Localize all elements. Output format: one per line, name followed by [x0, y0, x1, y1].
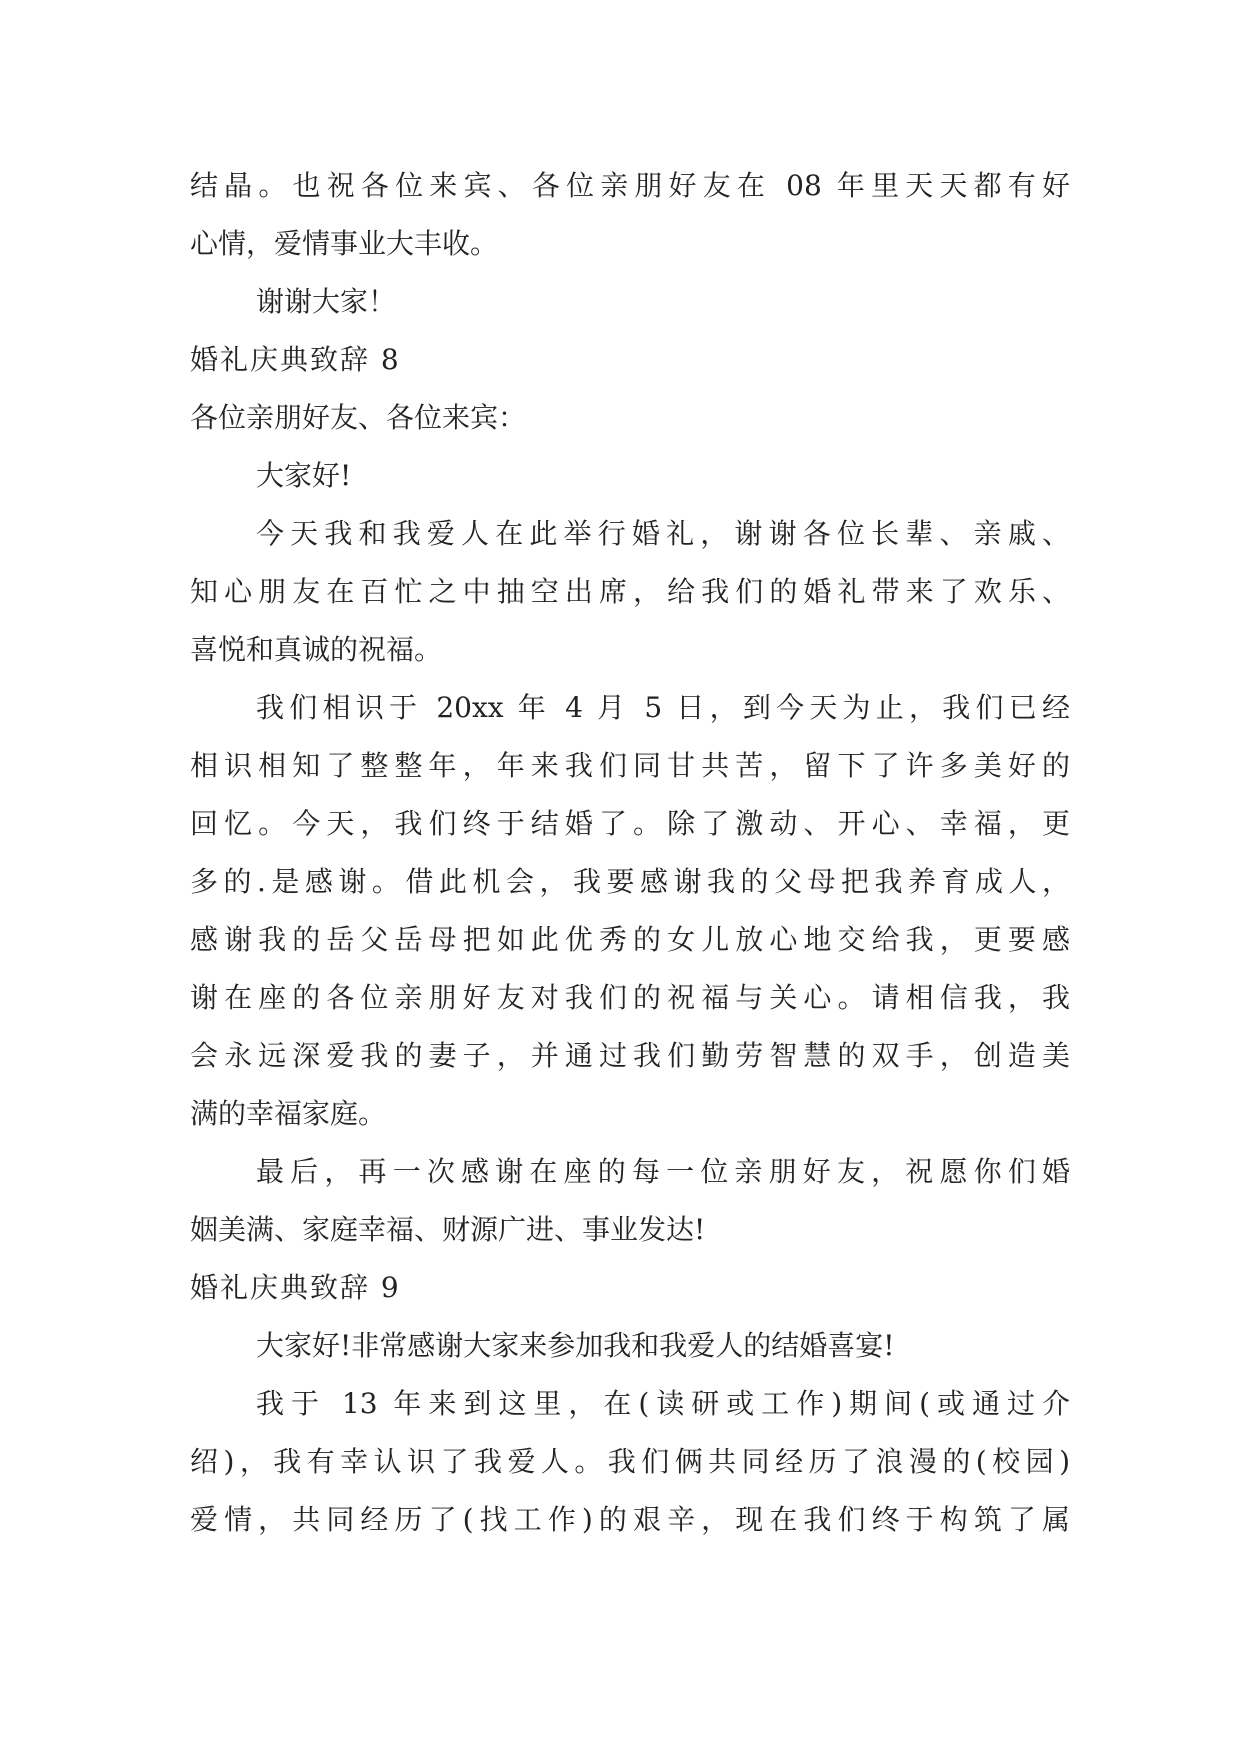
text-line: 姻美满、家庭幸福、财源广进、事业发达!: [190, 1213, 706, 1246]
text-line: 大家好!非常感谢大家来参加我和我爱人的结婚喜宴!: [256, 1329, 895, 1362]
text-line: 知心朋友在百忙之中抽空出席，给我们的婚礼带来了欢乐、: [190, 575, 1070, 608]
text-line: 喜悦和真诚的祝福。: [190, 633, 443, 666]
section-heading: 婚礼庆典致辞 8: [190, 343, 401, 376]
text-line: 结晶。也祝各位来宾、各位亲朋好友在 08 年里天天都有好: [190, 169, 1070, 202]
text-line: 绍)，我有幸认识了我爱人。我们俩共同经历了浪漫的(校园): [190, 1445, 1070, 1478]
text-line: 爱情，共同经历了(找工作)的艰辛，现在我们终于构筑了属: [190, 1503, 1070, 1536]
salutation-line: 各位亲朋好友、各位来宾：: [190, 401, 527, 434]
text-line: 感谢我的岳父岳母把如此优秀的女儿放心地交给我，更要感: [190, 923, 1070, 956]
document-body: [190, 157, 1070, 1549]
text-line: 我们相识于 20xx 年 4 月 5 日，到今天为止，我们已经: [256, 691, 1070, 724]
text-line: 谢在座的各位亲朋好友对我们的祝福与关心。请相信我，我: [190, 981, 1070, 1014]
section-heading: 婚礼庆典致辞 9: [190, 1271, 401, 1304]
text-line: 回忆。今天，我们终于结婚了。除了激动、开心、幸福，更: [190, 807, 1070, 840]
text-line: 满的幸福家庭。: [190, 1097, 387, 1130]
text-line: 多的.是感谢。借此机会，我要感谢我的父母把我养育成人，: [190, 865, 1070, 898]
text-line: 大家好!: [256, 459, 352, 492]
text-line: 谢谢大家！: [256, 285, 397, 318]
text-line: 最后，再一次感谢在座的每一位亲朋好友，祝愿你们婚: [256, 1155, 1070, 1188]
text-line: 我于 13 年来到这里，在(读研或工作)期间(或通过介: [256, 1387, 1070, 1420]
text-line: 今天我和我爱人在此举行婚礼，谢谢各位长辈、亲戚、: [256, 517, 1070, 550]
text-line: 会永远深爱我的妻子，并通过我们勤劳智慧的双手，创造美: [190, 1039, 1070, 1072]
text-line: 心情，爱情事业大丰收。: [190, 227, 499, 260]
text-line: 相识相知了整整年，年来我们同甘共苦，留下了许多美好的: [190, 749, 1070, 782]
